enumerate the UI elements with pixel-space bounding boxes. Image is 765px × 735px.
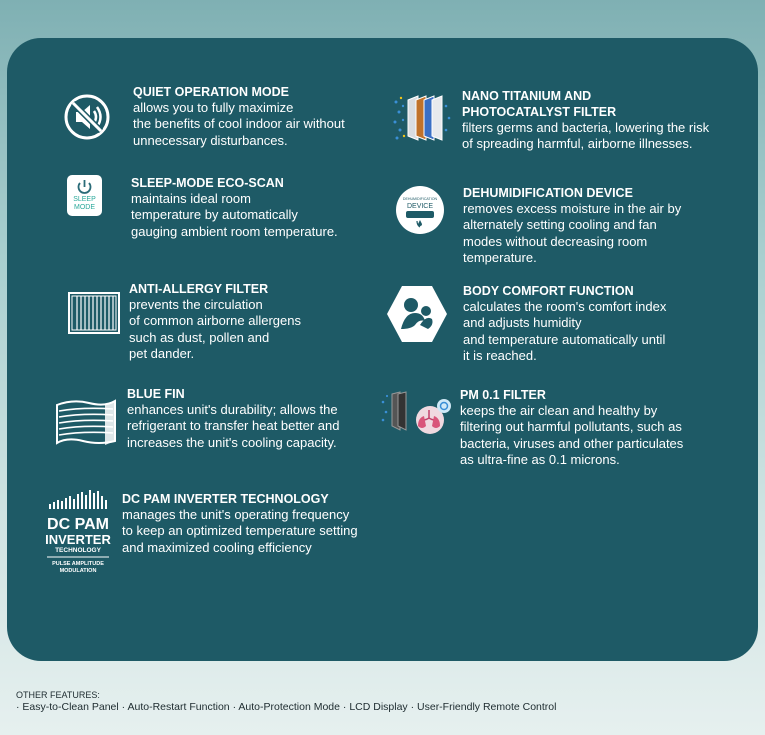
filter-grid-icon <box>68 292 120 339</box>
mute-speaker-icon <box>63 93 111 146</box>
feature-dehumidification <box>463 185 681 266</box>
other-features <box>16 690 556 714</box>
layered-filter-icon <box>392 92 454 149</box>
other-features-heading: OTHER FEATURES: <box>16 690 100 700</box>
other-feature-item: · LCD Display <box>343 701 408 713</box>
logo-line: TECHNOLOGY <box>55 547 101 554</box>
logo-line: PULSE AMPLITUDE <box>52 561 104 567</box>
other-features-list <box>16 701 556 714</box>
feature-pm01 <box>460 387 683 468</box>
feature-title: SLEEP-MODE ECO-SCAN <box>131 176 284 190</box>
feature-title: DC PAM INVERTER TECHNOLOGY <box>122 492 329 506</box>
dehumidification-device-icon <box>395 185 445 240</box>
feature-description: filters germs and bacteria, lowering the risk of spreading harmful, airborne illnesses. <box>462 120 710 152</box>
other-feature-item: · Easy-to-Clean Panel <box>16 701 119 713</box>
lungs-filter-icon <box>380 390 456 443</box>
sleep-mode-icon <box>67 175 102 216</box>
logo-line: MODULATION <box>59 568 97 574</box>
feature-description: maintains ideal room temperature by automatically gauging ambient room temperature. <box>131 191 338 239</box>
icon-label: DEHUMIDIFICATION <box>402 197 438 201</box>
svg-text:MODE: MODE <box>74 204 95 211</box>
feature-title: QUIET OPERATION MODE <box>133 85 290 99</box>
logo-line: INVERTER <box>45 532 111 547</box>
feature-title: NANO TITANIUM AND PHOTOCATALYST FILTER <box>462 89 617 119</box>
feature-description: keeps the air clean and healthy by filtering out harmful pollutants, such as bacteria, viruses and other particulates as ultra-fine as 0.1 microns. <box>460 403 684 467</box>
svg-text:SLEEP: SLEEP <box>73 196 96 203</box>
feature-description: enhances unit's durability; allows the refrigerant to transfer heat better and increases the unit's cooling capacity. <box>127 402 340 450</box>
feature-title: ANTI-ALLERGY FILTER <box>129 282 269 296</box>
feature-description: calculates the room's comfort index and adjusts humidity and temperature automatically until it is reached. <box>463 299 667 363</box>
feature-dc-pam <box>122 491 358 556</box>
logo-line: DC PAM <box>47 516 109 533</box>
feature-blue-fin <box>127 386 339 451</box>
feature-description: removes excess moisture in the air by alternately setting cooling and fan modes without decreasing room temperature. <box>463 201 682 265</box>
other-feature-item: · User-Friendly Remote Control <box>411 701 557 713</box>
feature-title: BODY COMFORT FUNCTION <box>463 284 634 298</box>
feature-description: allows you to fully maximize the benefits of cool indoor air without unnecessary disturbances. <box>133 100 345 148</box>
feature-nano-titanium <box>462 88 709 153</box>
feature-quiet-operation <box>133 84 345 149</box>
feature-title: BLUE FIN <box>127 387 185 401</box>
feature-title: PM 0.1 FILTER <box>460 388 546 402</box>
feature-title: DEHUMIDIFICATION DEVICE <box>463 186 633 200</box>
feature-sleep-mode <box>131 175 338 240</box>
feature-anti-allergy <box>129 281 301 362</box>
other-feature-item: · Auto-Restart Function <box>122 701 230 713</box>
dc-pam-logo <box>45 488 111 581</box>
other-feature-item: · Auto-Protection Mode <box>233 701 340 713</box>
feature-body-comfort <box>463 283 666 364</box>
mother-child-icon <box>386 285 448 348</box>
blue-fin-icon <box>53 397 119 454</box>
icon-label: DEVICE <box>406 203 434 210</box>
feature-description: manages the unit's operating frequency to keep an optimized temperature setting and maximized cooling efficiency <box>122 507 358 555</box>
feature-description: prevents the circulation of common airborne allergens such as dust, pollen and pet dander. <box>129 297 301 361</box>
